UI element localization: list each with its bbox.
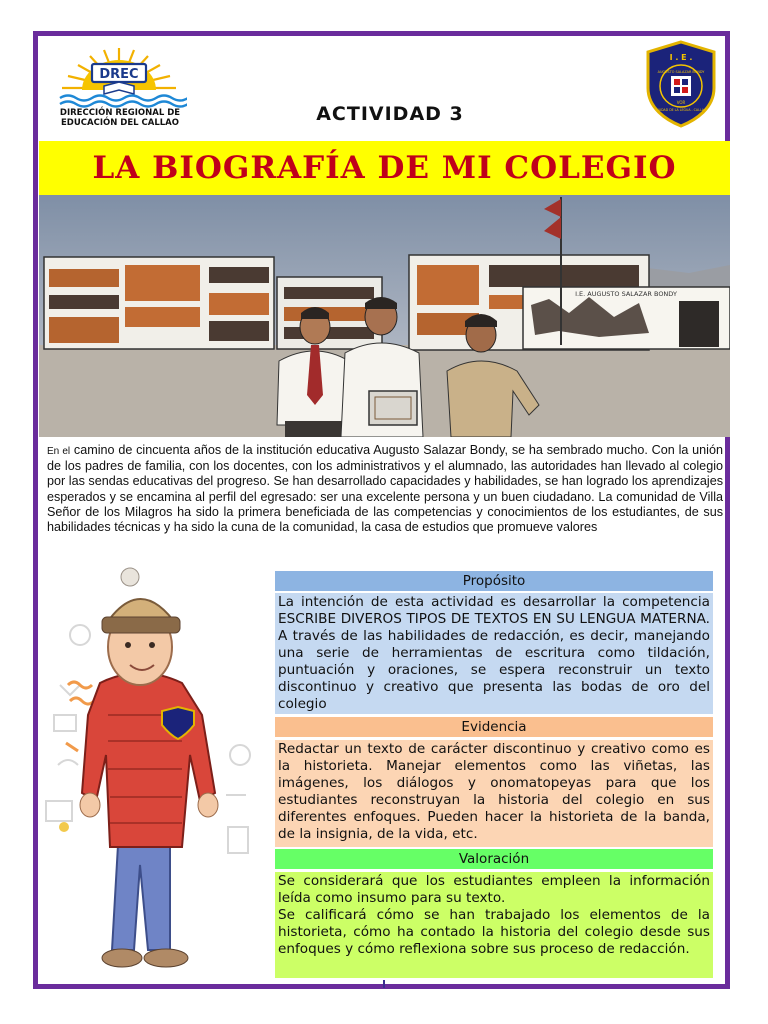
left-shoe: [102, 949, 142, 967]
valoracion-body-2: Se calificará cómo se han trabajado los elementos de la historieta, cómo ha contado la historia del colegio desde sus enfoques y cómo reflexiona sobre sus proceso de redacción.: [278, 907, 710, 957]
drec-label: DREC: [99, 67, 139, 82]
eye-left: [125, 642, 131, 648]
seal-quadrant: [682, 79, 688, 85]
red-jacket: [82, 673, 215, 847]
hat-band: [102, 617, 180, 633]
mural-wall: [523, 287, 730, 349]
title-banner: [39, 141, 730, 195]
valoracion-body-1: Se considerará que los estudiantes empleen la información leída como insumo para su texto.: [278, 873, 710, 906]
mural-text: I.E. AUGUSTO SALAZAR BONDY: [575, 290, 677, 298]
school-photo: [39, 195, 730, 437]
jeans: [112, 845, 170, 950]
activity-title: ACTIVIDAD 3: [316, 103, 464, 125]
intro-paragraph: [47, 443, 723, 535]
seal-quadrant: [674, 79, 680, 85]
diploma: [369, 391, 417, 425]
seal-quadrant: [682, 87, 688, 93]
eye-right: [149, 642, 155, 648]
evidencia-header: Evidencia: [275, 717, 713, 737]
intro-lead: En el: [47, 446, 71, 457]
seal-bottom-text: CIUDAD DE LA LEGUA - CALLAO: [655, 108, 707, 112]
page-mark: [383, 980, 385, 988]
wave-icon: [60, 96, 187, 107]
left-building: [44, 257, 274, 349]
hat-pompom: [121, 568, 139, 586]
seal-ring-text: AUGUSTO SALAZAR BONDY: [657, 70, 705, 74]
valoracion-header: Valoración: [275, 849, 713, 869]
drec-caption: [40, 108, 200, 128]
seal-quadrant: [674, 87, 680, 93]
right-hand: [198, 793, 218, 817]
proposito-body: La intención de esta actividad es desarrollar la competencia ESCRIBE DIVEROS TIPOS DE TEXTOS EN SU LENGUA MATERNA. A través de las habilidades de redacción, es decir, manejando una serie de herramientas de escritura como tildación, puntuación y oraciones, se espera reconstruir un texto discontinuo y creativo que presenta las bodas de oro del colegio: [275, 593, 713, 714]
seal-year: VOR: [676, 100, 686, 105]
proposito-header: Propósito: [275, 571, 713, 591]
student-illustration: [30, 565, 260, 980]
drec-caption-line1: DIRECCIÓN REGIONAL DE: [59, 108, 181, 118]
intro-text: camino de cincuenta años de la institución educativa Augusto Salazar Bondy, se ha sembrado mucho. Con la unión de los padres de familia, con los docentes, con los administrativos y el alumnado, las autoridades han llevado al colegio por las sendas educativas del progreso. Se han desarrollado capacidades y habilidades, se han logrado los aprendizajes esperados y se encamina al perfil del egresado: ser una excelente persona y un buen ciudadano. La comunidad de Villa Señor de los Milagros ha sido la primera beneficiada de las competencias y conocimientos de los estudiantes, de sus habilidades técnicas y ha sido la cuna de la comunidad, la casa de estudios que promueve valores: [47, 443, 723, 535]
page-title: LA BIOGRAFÍA DE MI COLEGIO: [92, 150, 677, 186]
left-hand: [80, 793, 100, 817]
right-shoe: [144, 949, 188, 967]
drec-caption-line2: EDUCACIÓN DEL CALLAO: [61, 118, 179, 128]
seal-top-text: I . E .: [669, 53, 693, 62]
evidencia-body: Redactar un texto de carácter discontinuo y creativo como es la historieta. Manejar elementos como las viñetas, las imágenes, los diálogos y onomatopeyas para que los estudiantes reconstruyan la historia del colegio en sus diferentes enfoques. Pueden hacer la historieta de la banda, de la insignia, de la vida, etc.: [275, 740, 713, 847]
valoracion-body: [275, 872, 713, 978]
school-seal: [644, 40, 718, 128]
